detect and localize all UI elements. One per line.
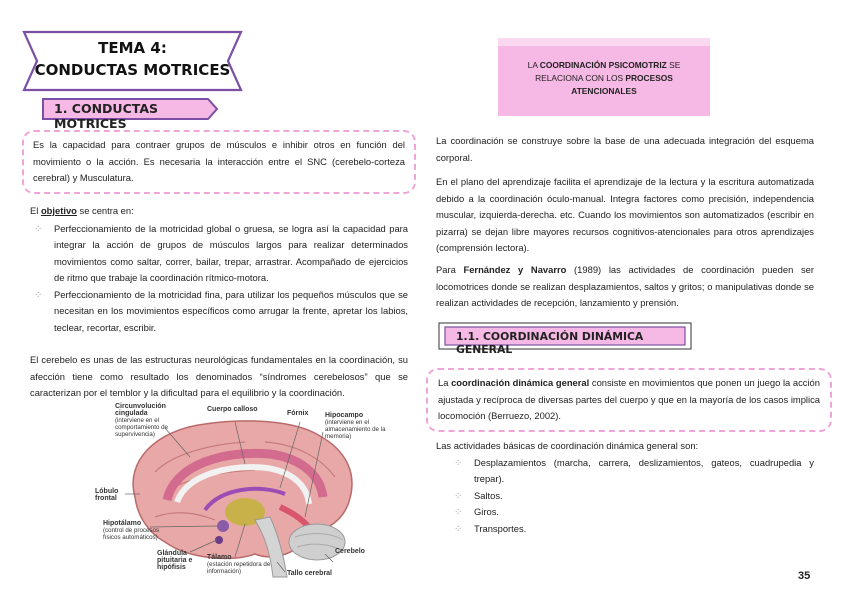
list-item bbox=[450, 488, 814, 505]
right-paragraph-1 bbox=[436, 133, 814, 166]
list-item bbox=[450, 455, 814, 488]
label-hipotalamo-title: Hipotálamo bbox=[103, 520, 142, 527]
psicomotriz-banner bbox=[496, 36, 712, 120]
list-item bbox=[450, 504, 814, 521]
label-hipotalamo bbox=[103, 520, 165, 541]
dynamic-definition-box bbox=[426, 368, 832, 432]
section-1-1-title: 1.1. COORDINACIÓN DINÁMICA GENERAL bbox=[456, 330, 644, 356]
list-item bbox=[30, 287, 408, 337]
definition-box bbox=[22, 130, 416, 194]
title-banner bbox=[20, 28, 245, 94]
label-lobulo-frontal-text: Lóbulo frontal bbox=[95, 488, 119, 502]
activities-intro: Las actividades básicas de coordinación dinámica general son: bbox=[436, 440, 699, 451]
sparkle-bullet-icon: ⁘ bbox=[34, 223, 43, 235]
list-item bbox=[450, 521, 814, 538]
activity-item-1: Desplazamientos (marcha, carrera, deslizamientos, gateos, cuadrupedia y trepar). bbox=[474, 456, 814, 484]
objective-item-2: Perfeccionamiento de la motricidad fina, para utilizar los pequeños músculos que se necesitan en los movimientos específicos como arrugar la frente, apretar los labios, teclear, recortar, escribir. bbox=[54, 288, 408, 333]
definition-text: Es la capacidad para contraer grupos de músculos e inhibir otros en función del movimiento o la acción. Es necesaria la interacción entre el SNC (cerebelo-corteza cerebral) y Musculatura. bbox=[33, 139, 405, 183]
objective-suffix: se centra en: bbox=[76, 205, 134, 216]
objective-item-1: Perfeccionamiento de la motricidad global o gruesa, se logra así la capacidad para integrar la acción de grupos de músculos largos para realizar determinados movimientos como saltar, correr, bailar, trepar, arrastrar. Acompañado de ejercicios de ritmo que trabaje la coordinación rítmico-motora. bbox=[54, 222, 408, 283]
pink-b1: COORDINACIÓN PSICOMOTRIZ bbox=[539, 60, 667, 70]
label-cerebelo bbox=[335, 548, 365, 555]
label-tallo-cerebral-text: Tallo cerebral bbox=[287, 570, 333, 577]
right-p2-text: En el plano del aprendizaje facilita el aprendizaje de la lectura y la escritura automatizada debido a la coordinación óculo-manual. Integra factores como precisión, independencia muscular, izquierda-derecha. etc. Cuando los movimientos son automatizados (escribir en pizarra) se dejan libre mayores recursos cognitivos-atencionales para otros aprendizajes (comprensión lectora). bbox=[436, 176, 814, 253]
brain-diagram bbox=[95, 402, 405, 582]
label-glandula-text: Glándula pituitaria e hipófisis bbox=[157, 550, 193, 571]
page-number: 35 bbox=[798, 570, 811, 582]
right-paragraph-3 bbox=[436, 262, 814, 312]
title-line-2: CONDUCTAS MOTRICES bbox=[34, 61, 231, 79]
label-cuerpo-calloso bbox=[207, 406, 258, 413]
label-circunvolucion bbox=[115, 403, 195, 438]
label-tallo-cerebral bbox=[287, 570, 332, 577]
dynamic-def-bold: coordinación dinámica general bbox=[451, 377, 590, 388]
section-1-title: 1. CONDUCTAS MOTRICES bbox=[54, 101, 158, 131]
label-glandula bbox=[157, 550, 197, 571]
sparkle-bullet-icon: ⁘ bbox=[34, 289, 43, 301]
psicomotriz-text bbox=[510, 59, 698, 98]
sparkle-bullet-icon: ⁘ bbox=[454, 507, 463, 518]
pink-b2: PROCESOS ATENCIONALES bbox=[571, 73, 673, 96]
cerebelo-text: El cerebelo es unas de las estructuras neurológicas fundamentales en la coordinación, su afección tiene como resultado los denominados “síndromes cerebelosos” que se caracterizan por el temblor y la dificultad para el equilibrio y la coordinación. bbox=[30, 354, 408, 398]
label-circunvolucion-desc: (interviene en el comportamiento de supervivencia) bbox=[115, 417, 168, 438]
dynamic-def-pre: La bbox=[438, 377, 452, 388]
label-talamo-desc: (estación repetidora de información) bbox=[207, 561, 271, 575]
right-p1-text: La coordinación se construye sobre la base de una adecuada integración del esquema corporal. bbox=[436, 135, 814, 163]
label-hipotalamo-desc: (control de procesos físicos automáticos) bbox=[103, 527, 160, 541]
label-hipocampo bbox=[325, 412, 393, 440]
label-fornix-text: Fórnix bbox=[287, 410, 309, 417]
objective-block bbox=[30, 203, 408, 336]
label-talamo bbox=[207, 554, 277, 575]
label-fornix bbox=[287, 410, 308, 417]
section-1-1-heading bbox=[438, 322, 692, 356]
right-p3-post: (1989) las actividades de coordinación pueden ser locomotrices donde se realizan desplazamientos, saltos y gritos; o manipulativas donde se realizan actividades de recepción, lanzamiento y prensión. bbox=[436, 264, 814, 308]
label-circunvolucion-title: Circunvolución cingulada bbox=[115, 403, 166, 417]
activities-block bbox=[436, 438, 814, 537]
page-title bbox=[20, 37, 245, 81]
cerebelo-paragraph bbox=[30, 352, 408, 402]
objective-word: objetivo bbox=[40, 205, 77, 216]
label-cerebelo-text: Cerebelo bbox=[335, 548, 365, 555]
label-hipocampo-title: Hipocampo bbox=[325, 412, 364, 419]
label-hipocampo-desc: (interviene en el almacenamiento de la memoria) bbox=[325, 419, 386, 440]
sparkle-bullet-icon: ⁘ bbox=[454, 523, 463, 535]
right-p3-pre: Para bbox=[436, 264, 464, 275]
activity-item-3: Giros. bbox=[474, 506, 500, 517]
dynamic-def-post: consiste en movimientos que ponen un juego la acción ajustada y recíproca de diversas partes del cuerpo y que en la mayoría de los casos implica locomoción (Berruezo, 2002). bbox=[438, 377, 820, 421]
label-lobulo-frontal bbox=[95, 488, 125, 502]
list-item bbox=[30, 221, 408, 287]
pink-t2: SE RELACIONA CON LOS bbox=[535, 60, 681, 83]
objective-prefix: El bbox=[30, 205, 41, 216]
sparkle-bullet-icon: ⁘ bbox=[454, 457, 463, 469]
right-paragraph-2 bbox=[436, 174, 814, 257]
label-cuerpo-calloso-text: Cuerpo calloso bbox=[207, 406, 258, 413]
activity-item-4: Transportes. bbox=[474, 522, 527, 534]
objective-intro bbox=[30, 203, 408, 220]
right-p3-bold: Fernández y Navarro bbox=[463, 264, 567, 275]
objective-list bbox=[30, 221, 408, 337]
activities-list bbox=[450, 455, 814, 538]
label-talamo-title: Tálamo bbox=[207, 554, 232, 561]
pink-t1: LA bbox=[527, 60, 540, 70]
activity-item-2: Saltos. bbox=[474, 489, 503, 501]
sparkle-bullet-icon: ⁘ bbox=[454, 490, 463, 502]
title-line-1: TEMA 4: bbox=[98, 39, 167, 57]
section-1-heading bbox=[40, 96, 220, 131]
